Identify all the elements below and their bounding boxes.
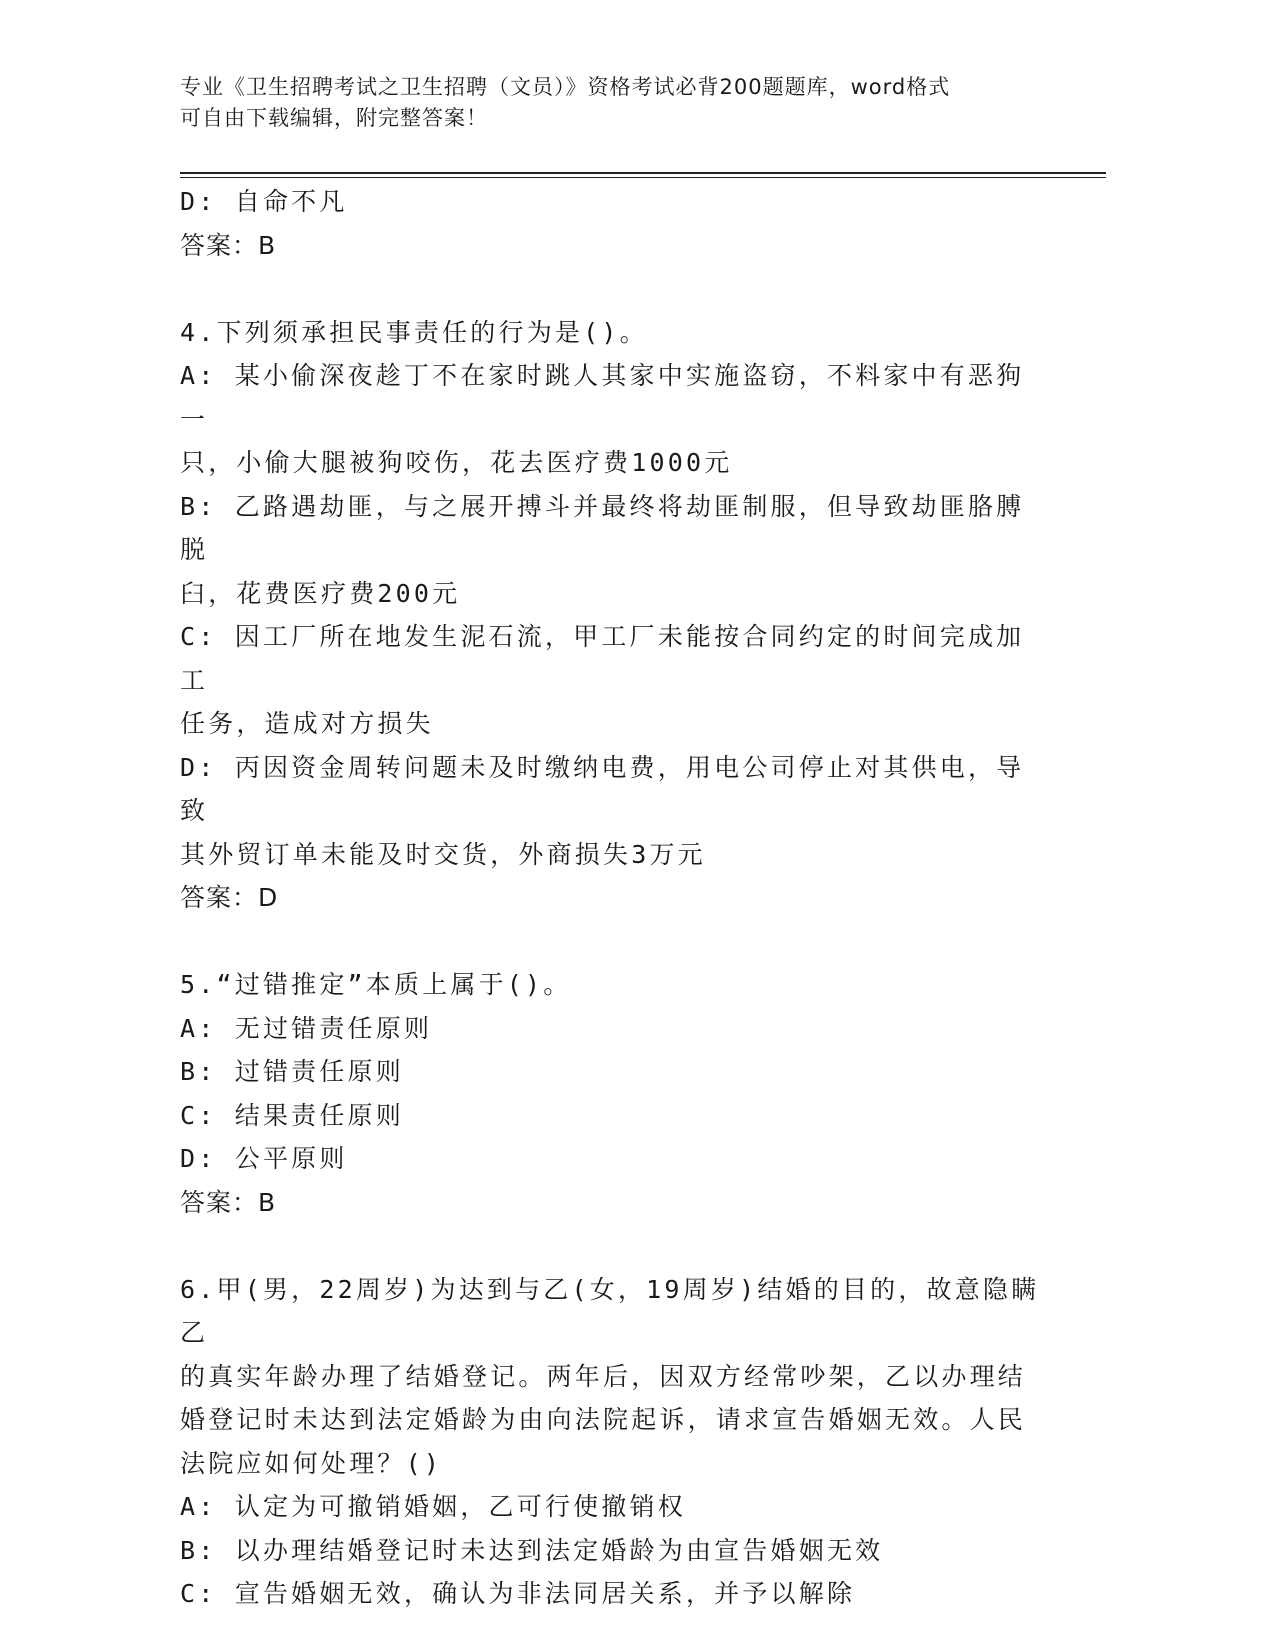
q6-option-b: B: 以办理结婚登记时未达到法定婚龄为由宣告婚姻无效: [180, 1535, 884, 1565]
header-rule-thick: [180, 172, 1106, 174]
q4-answer: 答案：D: [180, 883, 279, 912]
q4-option-c-line-1: C: 因工厂所在地发生泥石流，甲工厂未能按合同约定的时间完成加工: [180, 622, 1025, 695]
document-body: [180, 180, 1040, 1616]
q5-answer: 答案：B: [180, 1187, 277, 1217]
q5-option-c: C: 结果责任原则: [180, 1100, 404, 1130]
q4-option-b-line-2: 臼，花费医疗费200元: [180, 578, 461, 608]
document-header: [180, 72, 1060, 134]
q4-option-b-line-1: B: 乙路遇劫匪，与之展开搏斗并最终将劫匪制服，但导致劫匪胳膊脱: [180, 491, 1025, 564]
q5-option-d: D: 公平原则: [180, 1144, 348, 1173]
q6-stem-line-3: 婚登记时未达到法定婚龄为由向法院起诉，请求宣告婚姻无效。人民: [180, 1405, 1027, 1434]
q4-option-a-line-2: 只，小偷大腿被狗咬伤，花去医疗费1000元: [180, 448, 733, 477]
q6-stem-line-1: 6.甲(男，22周岁)为达到与乙(女，19周岁)结婚的目的，故意隐瞒乙: [180, 1274, 1040, 1347]
q4-option-d-line-1: D: 丙因资金周转问题未及时缴纳电费，用电公司停止对其供电，导致: [180, 752, 1025, 825]
header-line-1: 专业《卫生招聘考试之卫生招聘（文员）》资格考试必背200题题库，word格式: [180, 75, 951, 99]
header-line-2: 可自由下载编辑，附完整答案！: [180, 106, 488, 130]
spacer: [180, 1224, 1040, 1268]
q5-option-a: A: 无过错责任原则: [180, 1013, 433, 1043]
q6-stem-line-2: 的真实年龄办理了结婚登记。两年后，因双方经常吵架，乙以办理结: [180, 1361, 1027, 1391]
spacer: [180, 267, 1040, 311]
header-rule-thin: [180, 177, 1106, 178]
q3-option-d: D: 自命不凡: [180, 187, 348, 216]
q4-option-d-line-2: 其外贸订单未能及时交货，外商损失3万元: [180, 839, 706, 869]
q3-answer: 答案：B: [180, 230, 277, 260]
q6-option-c: C: 宣告婚姻无效，确认为非法同居关系，并予以解除: [180, 1579, 856, 1608]
q4-option-c-line-2: 任务，造成对方损失: [180, 709, 434, 738]
q5-option-b: B: 过错责任原则: [180, 1057, 404, 1086]
spacer: [180, 920, 1040, 964]
q6-stem-line-4: 法院应如何处理？(): [180, 1448, 443, 1478]
q6-option-a: A: 认定为可撤销婚姻，乙可行使撤销权: [180, 1492, 686, 1521]
q5-stem: 5.“过错推定”本质上属于()。: [180, 970, 572, 999]
q4-option-a-line-1: A: 某小偷深夜趁丁不在家时跳人其家中实施盗窃，不料家中有恶狗一: [180, 361, 1025, 434]
q4-stem: 4.下列须承担民事责任的行为是()。: [180, 317, 648, 347]
